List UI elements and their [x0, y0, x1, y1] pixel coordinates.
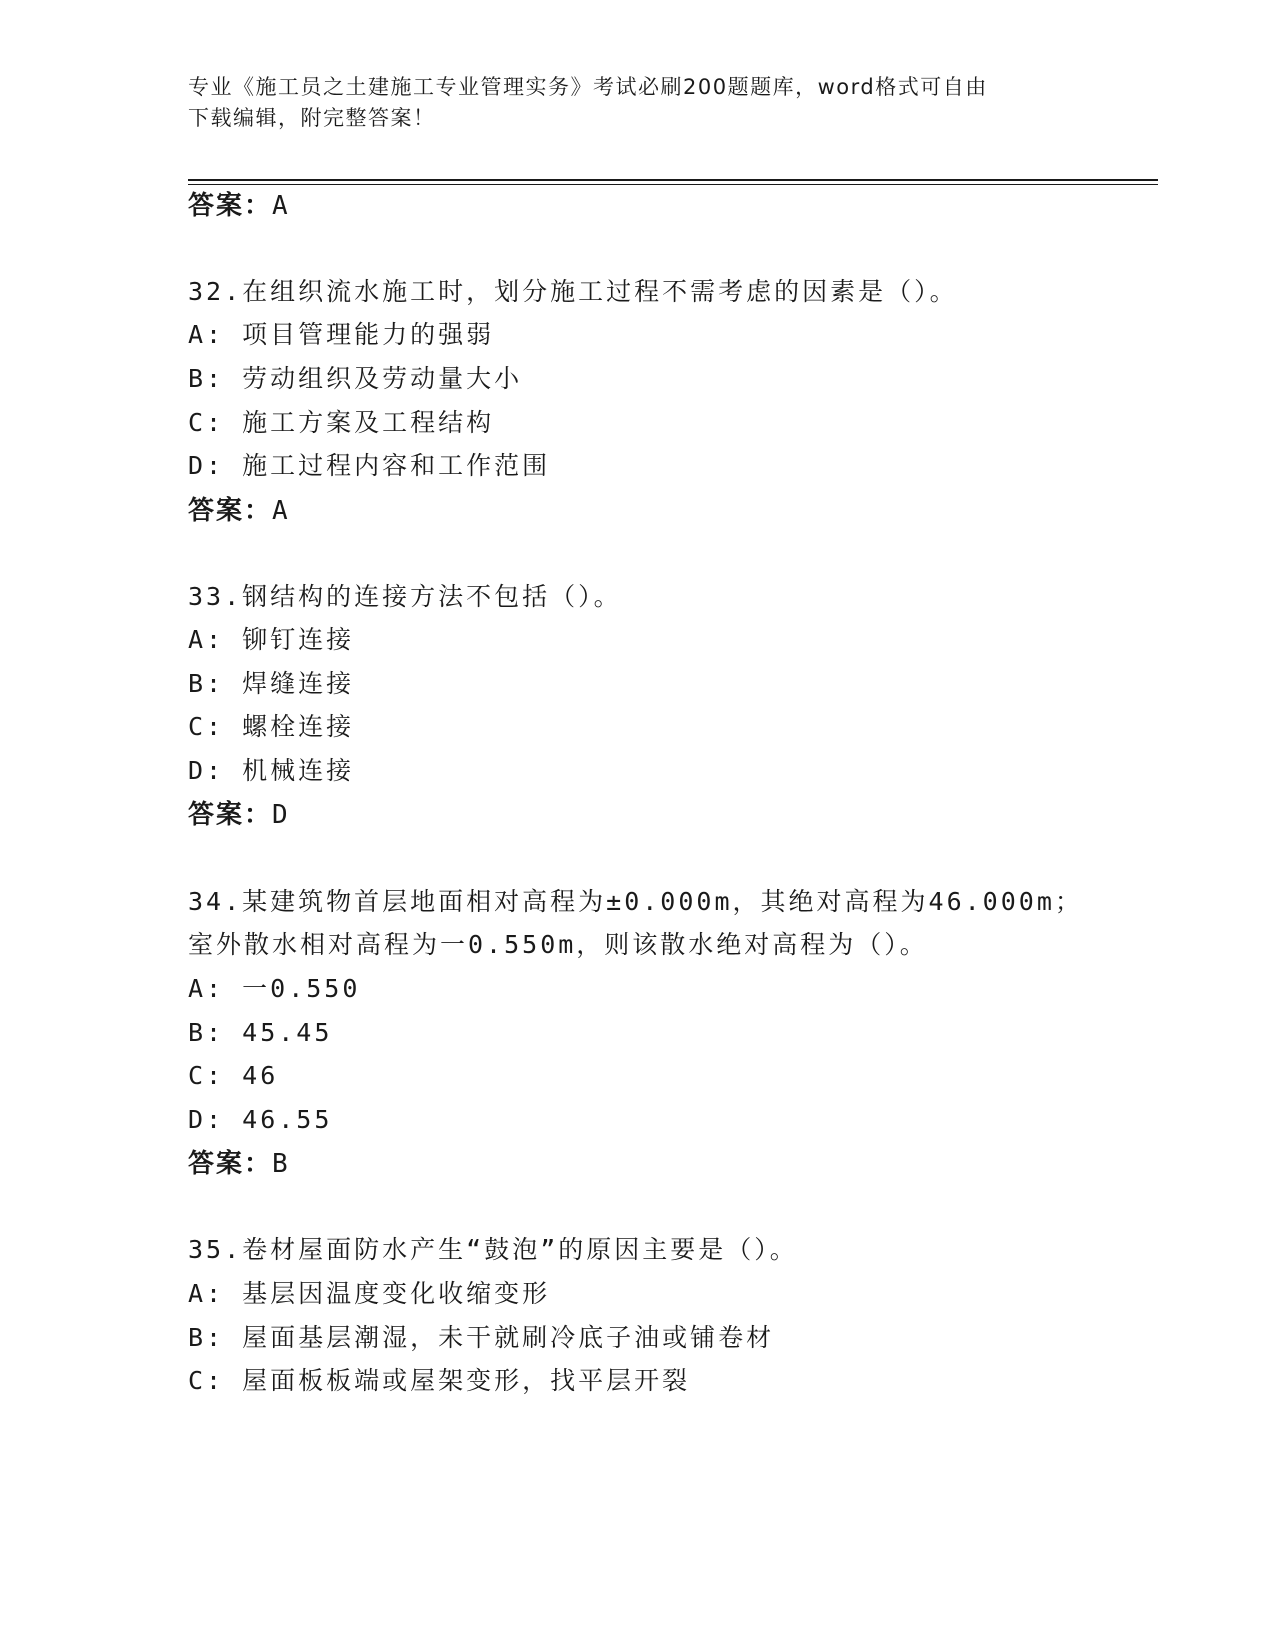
answer-label: 答案： — [188, 496, 273, 526]
question-33-option-a — [188, 624, 354, 656]
question-32-option-c — [188, 407, 494, 439]
option-key: C: — [188, 712, 243, 741]
option-key: A: — [188, 320, 243, 349]
option-text: 46 — [242, 1061, 279, 1090]
option-text: 铆钉连接 — [242, 625, 355, 654]
option-key: B: — [188, 1323, 243, 1352]
header-line-1: 专业《施工员之土建施工专业管理实务》考试必刷200题题库，word格式可自由 — [188, 75, 988, 99]
option-text: 46.55 — [242, 1105, 333, 1134]
question-33-option-c — [188, 711, 354, 743]
option-text: 45.45 — [242, 1018, 333, 1047]
question-34-option-b — [188, 1017, 332, 1049]
option-text: 基层因温度变化收缩变形 — [242, 1279, 551, 1308]
question-34-stem-line-2: 室外散水相对高程为一0.550m，则该散水绝对高程为（）。 — [188, 930, 928, 959]
question-33-stem: 33.钢结构的连接方法不包括（）。 — [188, 582, 622, 611]
option-key: A: — [188, 625, 243, 654]
option-text: 施工过程内容和工作范围 — [242, 451, 551, 480]
option-key: D: — [188, 1105, 243, 1134]
option-text: 螺栓连接 — [242, 712, 355, 741]
option-key: C: — [188, 1366, 243, 1395]
option-text: 一0.550 — [242, 974, 361, 1003]
question-32-option-a — [188, 319, 494, 351]
question-35-stem: 35.卷材屋面防水产生“鼓泡”的原因主要是（）。 — [188, 1235, 798, 1264]
header-divider-thin — [188, 184, 1158, 185]
question-33-answer — [188, 799, 290, 831]
question-35-option-c — [188, 1365, 690, 1397]
option-key: B: — [188, 669, 243, 698]
option-text: 屋面基层潮湿，未干就刷冷底子油或铺卷材 — [242, 1323, 775, 1352]
option-key: A: — [188, 1279, 243, 1308]
question-34-answer — [188, 1148, 290, 1180]
header-divider — [188, 179, 1158, 181]
option-key: A: — [188, 974, 243, 1003]
answer-value: A — [272, 496, 290, 526]
question-32-option-b — [188, 363, 522, 395]
option-text: 机械连接 — [242, 756, 355, 785]
option-key: C: — [188, 408, 243, 437]
option-text: 项目管理能力的强弱 — [242, 320, 495, 349]
question-33-option-b — [188, 668, 354, 700]
question-34-option-a — [188, 973, 360, 1005]
question-32-answer — [188, 495, 290, 527]
question-35-option-b — [188, 1322, 774, 1354]
answer-value: A — [272, 191, 290, 221]
answer-prev — [188, 190, 290, 222]
question-34-option-c — [188, 1060, 278, 1092]
question-32-option-d — [188, 450, 550, 482]
answer-label: 答案： — [188, 1149, 273, 1179]
option-text: 劳动组织及劳动量大小 — [242, 364, 523, 393]
answer-value: B — [272, 1149, 290, 1179]
question-33-option-d — [188, 755, 354, 787]
question-34-option-d — [188, 1104, 332, 1136]
option-key: C: — [188, 1061, 243, 1090]
answer-label: 答案： — [188, 191, 273, 221]
answer-label: 答案： — [188, 800, 273, 830]
option-text: 施工方案及工程结构 — [242, 408, 495, 437]
option-key: D: — [188, 451, 243, 480]
option-text: 屋面板板端或屋架变形，找平层开裂 — [242, 1366, 691, 1395]
answer-value: D — [272, 800, 290, 830]
question-34-stem-line-1: 34.某建筑物首层地面相对高程为±0.000m，其绝对高程为46.000m； — [188, 887, 1083, 916]
option-key: B: — [188, 1018, 243, 1047]
header-line-2: 下载编辑，附完整答案！ — [188, 106, 436, 130]
page-header — [188, 72, 1088, 134]
option-text: 焊缝连接 — [242, 669, 355, 698]
question-32-stem: 32.在组织流水施工时，划分施工过程不需考虑的因素是（）。 — [188, 277, 958, 306]
option-key: B: — [188, 364, 243, 393]
question-35-option-a — [188, 1278, 550, 1310]
option-key: D: — [188, 756, 243, 785]
